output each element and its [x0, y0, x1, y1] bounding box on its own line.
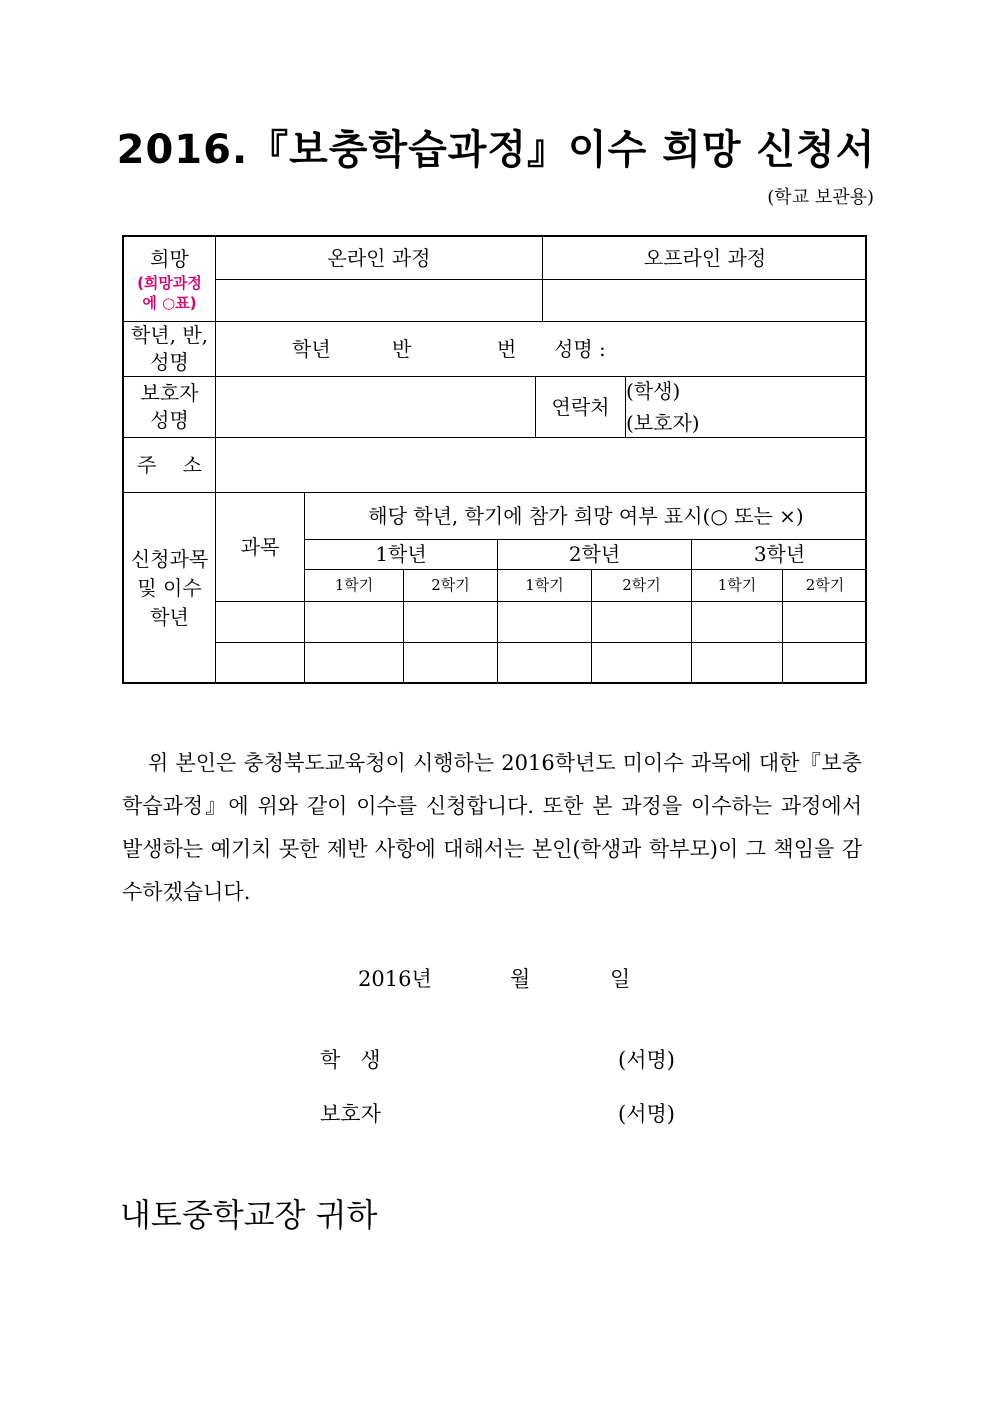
semester-header: 2학기 [431, 576, 470, 594]
number-word: 번 [497, 336, 517, 361]
guardian-label-line1: 보호자 [140, 381, 199, 405]
grade-3-header: 3학년 [753, 542, 806, 566]
semester-header: 1학기 [717, 576, 757, 594]
hope-instruction-line2: 에 ○표) [142, 293, 197, 312]
date-day: 일 [610, 967, 631, 991]
address-label-char2: 소 [182, 452, 202, 477]
subjects-label-line1: 신청과목 [130, 547, 209, 571]
date-year: 2016년 [358, 967, 432, 991]
subject-column-header: 과목 [240, 534, 280, 559]
subjects-label-line2: 및 이수 [137, 576, 202, 600]
address-label-char1: 주 [137, 452, 157, 477]
hope-instruction-line1: (희망과정 [137, 273, 202, 292]
subject-entry-row-1[interactable] [216, 602, 867, 642]
student-role-label: 학 생 [320, 1048, 381, 1072]
offline-course-header: 오프라인 과정 [643, 245, 767, 270]
grade-label-line2: 성명 [150, 350, 189, 374]
class-word: 반 [392, 336, 412, 361]
online-course-header: 온라인 과정 [327, 245, 431, 270]
address-label [124, 438, 215, 492]
semester-header: 2학기 [805, 576, 845, 594]
guardian-name-label [124, 377, 215, 437]
offline-course-mark-field[interactable] [543, 280, 867, 321]
contact-student-field[interactable]: (학생) [626, 378, 681, 403]
guardian-signature-field[interactable]: (서명) [618, 1102, 675, 1126]
student-signature-field[interactable]: (서명) [618, 1048, 675, 1072]
date-month: 월 [510, 967, 531, 991]
grade-1-header: 1학년 [375, 542, 427, 566]
statement-paragraph: 위 본인은 충청북도교육청이 시행하는 2016학년도 미이수 과목에 대한『보충학습과정』에 위와 같이 이수를 신청합니다. 또한 본 과정을 이수하는 과정에서 발생하는 예기치 못한 제반 사항에 대해서는 본인(학생과 학부모)이 그 책임을 감수하겠습니다. [122, 751, 862, 904]
contact-guardian-field[interactable]: (보호자) [626, 410, 700, 435]
semester-header: 1학기 [525, 576, 564, 594]
online-course-mark-field[interactable] [216, 280, 542, 321]
contact-label: 연락처 [551, 394, 610, 419]
copy-note: (학교 보관용) [767, 187, 874, 208]
grade-2-header: 2학년 [568, 542, 621, 566]
hope-label-cell [124, 237, 215, 321]
subjects-label-line3: 학년 [150, 605, 189, 629]
application-form-table [122, 235, 867, 684]
hope-label: 희망 [150, 246, 189, 271]
grade-word: 학년 [292, 336, 331, 361]
guardian-role-label: 보호자 [320, 1102, 381, 1126]
guardian-label-line2: 성명 [150, 408, 189, 432]
page-title: 2016.『보충학습과정』이수 희망 신청서 [116, 127, 876, 173]
subject-entry-row-2[interactable] [216, 643, 867, 684]
grade-label-line1: 학년, 반, [130, 323, 209, 347]
semester-header: 2학기 [622, 576, 661, 594]
semester-header: 1학기 [334, 576, 374, 594]
grade-class-name-label [124, 322, 215, 376]
participation-header: 해당 학년, 학기에 참가 희망 여부 표시(○ 또는 ×) [368, 503, 804, 528]
address-field[interactable] [216, 438, 867, 492]
addressee: 내토중학교장 귀하 [120, 1196, 378, 1234]
guardian-name-field[interactable] [216, 377, 535, 437]
subjects-label [124, 493, 215, 684]
name-word: 성명 : [554, 336, 606, 361]
